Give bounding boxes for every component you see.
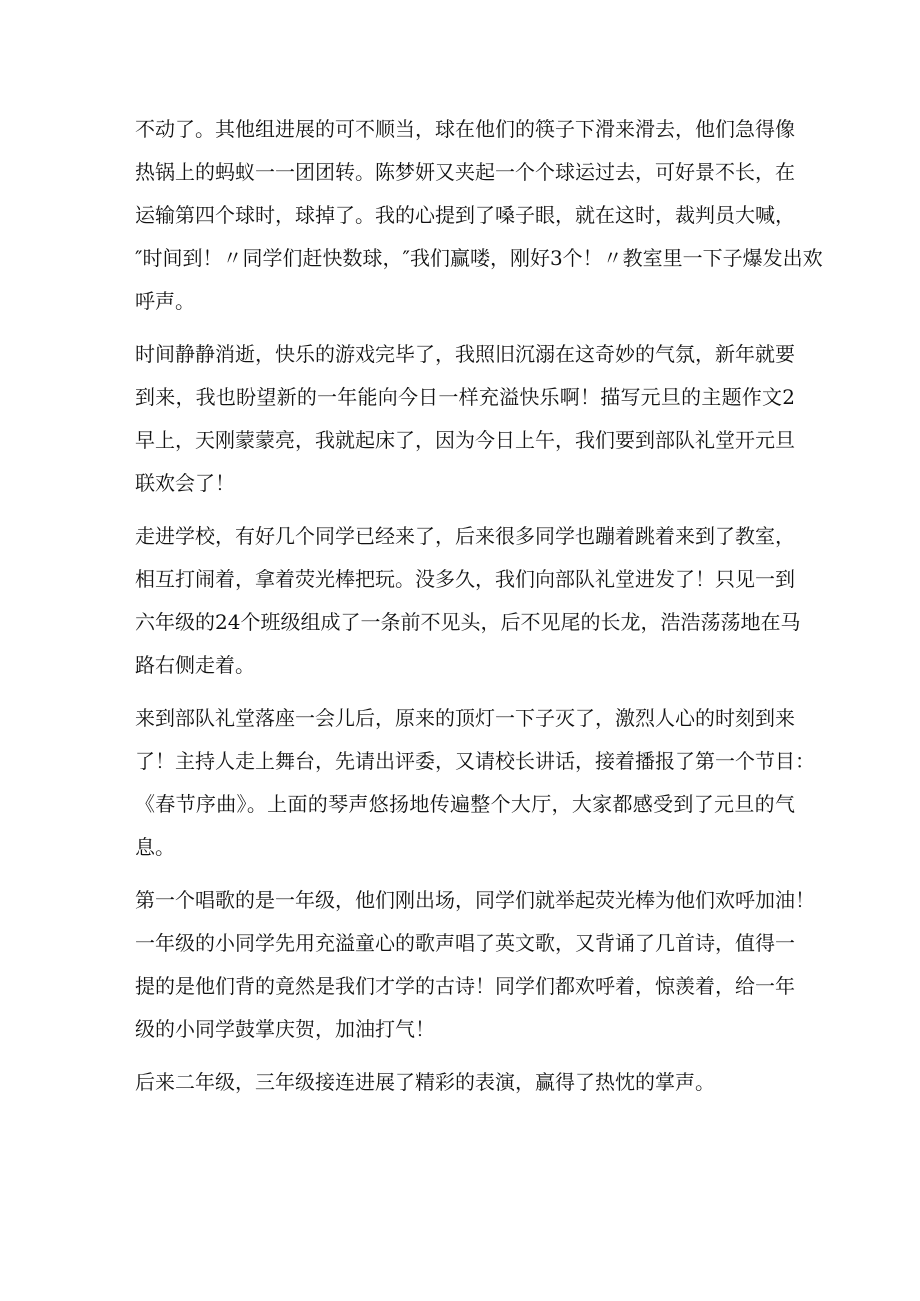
paragraph-performances xyxy=(135,1061,795,1104)
paragraph-new-year xyxy=(135,333,795,505)
text-line: 运输第四个球时，球掉了。我的心提到了嗓子眼，就在这时，裁判员大喊， xyxy=(135,203,795,227)
paragraph-school-arrival xyxy=(135,515,801,687)
text-line: 第一个唱歌的是一年级，他们刚出场，同学们就举起荧光棒为他们欢呼加油！ xyxy=(135,888,815,912)
text-line: 路右侧走着。 xyxy=(135,653,255,677)
text-line: 六年级的24个班级组成了一条前不见头，后不见尾的长龙，浩浩荡荡地在马 xyxy=(135,610,801,634)
text-line: 了！主持人走上舞台，先请出评委，又请校长讲话，接着播报了第一个节目： xyxy=(135,749,815,773)
paragraph-first-grade xyxy=(135,879,815,1051)
document-body xyxy=(135,108,823,1114)
paragraph-auditorium xyxy=(135,697,815,869)
text-line: 后来二年级，三年级接连进展了精彩的表演，赢得了热忱的掌声。 xyxy=(135,1070,715,1094)
text-line: 走进学校，有好几个同学已经来了，后来很多同学也蹦着跳着来到了教室， xyxy=(135,524,795,548)
text-line: 一年级的小同学先用充溢童心的歌声唱了英文歌，又背诵了几首诗，值得一 xyxy=(135,931,795,955)
text-line: 热锅上的蚂蚁一一团团转。陈梦妍又夹起一个个球运过去，可好景不长，在 xyxy=(135,160,795,184)
text-line: 《春节序曲》。上面的琴声悠扬地传遍整个大厅，大家都感受到了元旦的气 xyxy=(135,792,795,816)
paragraph-game-result xyxy=(135,108,823,323)
text-line: 不动了。其他组进展的可不顺当，球在他们的筷子下滑来滑去，他们急得像 xyxy=(135,117,795,141)
text-line: 息。 xyxy=(135,835,175,859)
text-line: 级的小同学鼓掌庆贺，加油打气！ xyxy=(135,1017,435,1041)
text-line: 来到部队礼堂落座一会儿后，原来的顶灯一下子灭了，激烈人心的时刻到来 xyxy=(135,706,795,730)
text-line: 时间静静消逝，快乐的游戏完毕了，我照旧沉溺在这奇妙的气氛，新年就要 xyxy=(135,342,795,366)
text-line: 相互打闹着，拿着荧光棒把玩。没多久，我们向部队礼堂进发了！只见一到 xyxy=(135,567,795,591)
text-line: 联欢会了！ xyxy=(135,471,235,495)
text-line: 到来，我也盼望新的一年能向今日一样充溢快乐啊！描写元旦的主题作文2 xyxy=(135,385,795,409)
text-line: ″时间到！〃同学们赶快数球，″我们赢喽，刚好3个！〃教室里一下子爆发出欢 xyxy=(135,246,823,270)
text-line: 提的是他们背的竟然是我们才学的古诗！同学们都欢呼着，惊羡着，给一年 xyxy=(135,974,795,998)
text-line: 呼声。 xyxy=(135,289,195,313)
text-line: 早上，天刚蒙蒙亮，我就起床了，因为今日上午，我们要到部队礼堂开元旦 xyxy=(135,428,795,452)
